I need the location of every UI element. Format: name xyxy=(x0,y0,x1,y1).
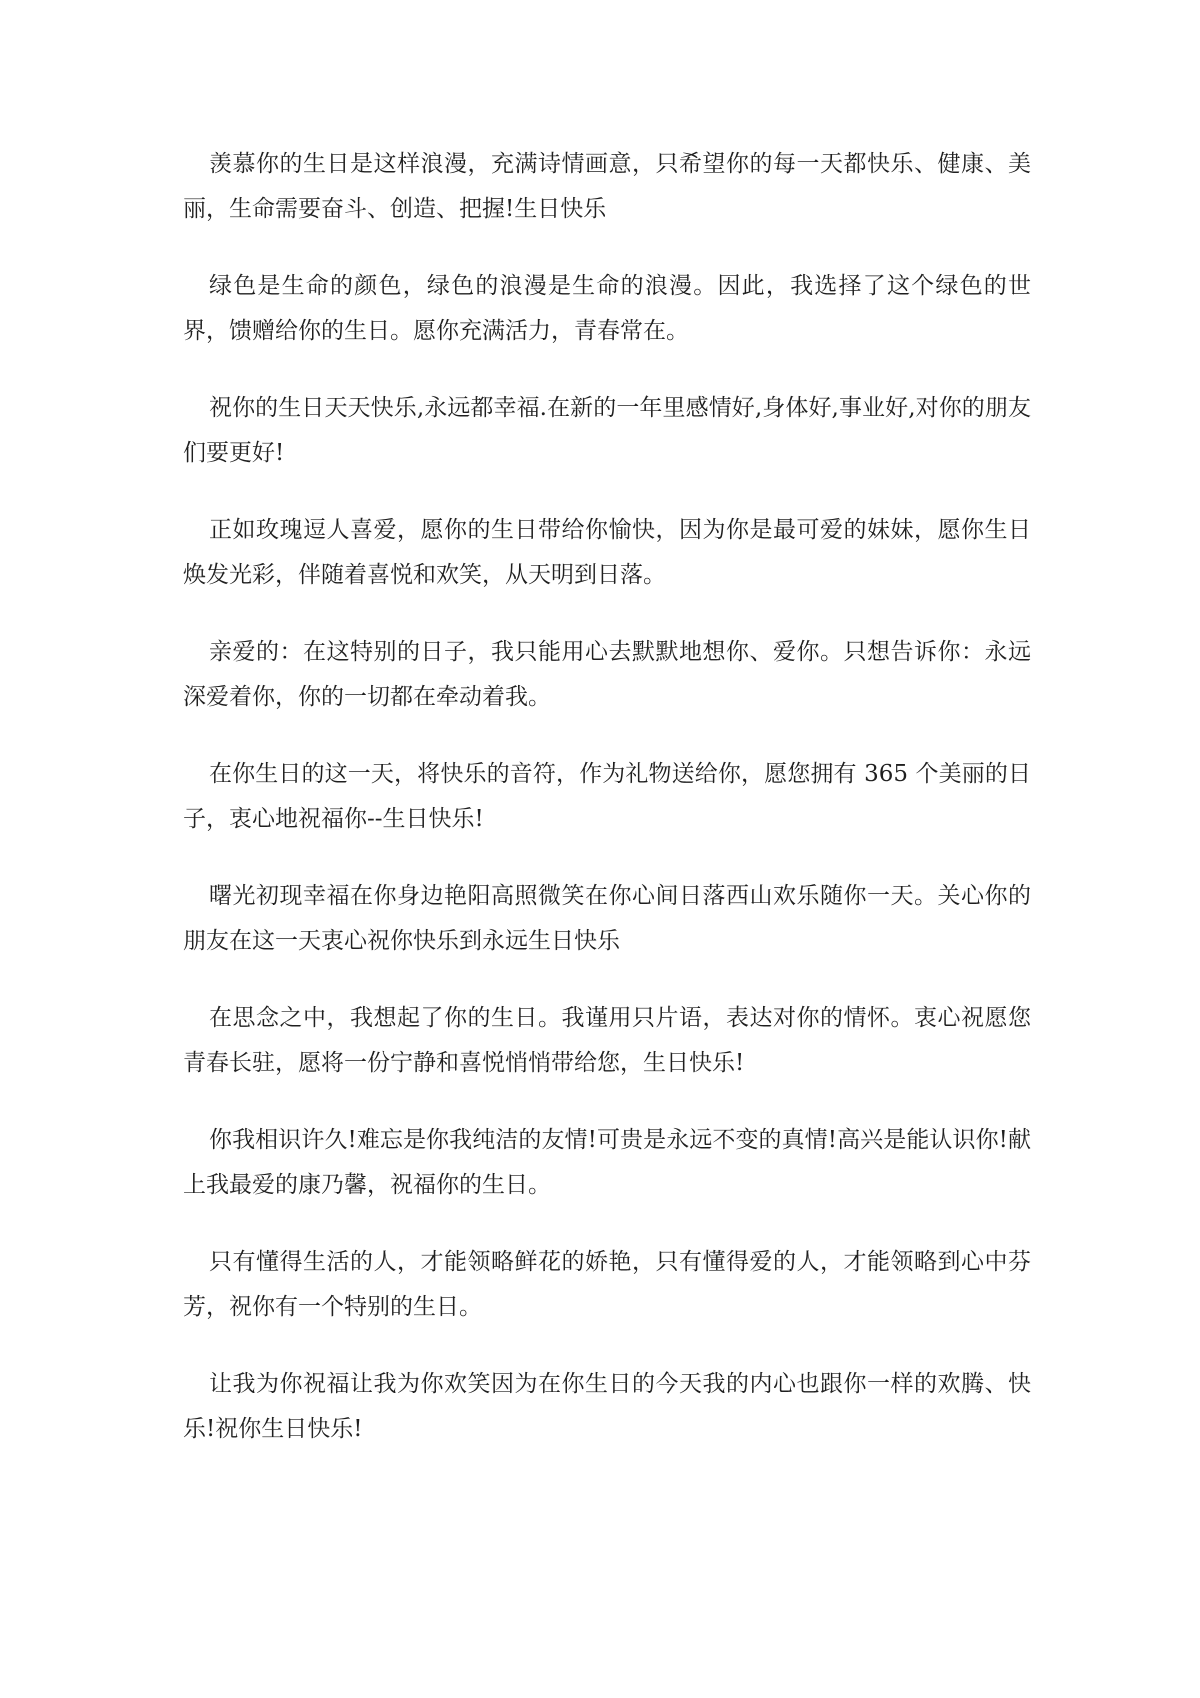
paragraph: 在思念之中，我想起了你的生日。我谨用只片语，表达对你的情怀。衷心祝愿您青春长驻，愿将一份宁静和喜悦悄悄带给您，生日快乐! xyxy=(183,1005,1031,1076)
paragraph: 你我相识许久!难忘是你我纯洁的友情!可贵是永远不变的真情!高兴是能认识你!献上我最爱的康乃馨，祝福你的生日。 xyxy=(183,1127,1031,1198)
document-body xyxy=(183,142,1031,1484)
paragraph: 正如玫瑰逗人喜爱，愿你的生日带给你愉快，因为你是最可爱的妹妹，愿你生日焕发光彩，伴随着喜悦和欢笑，从天明到日落。 xyxy=(183,517,1031,588)
paragraph: 羡慕你的生日是这样浪漫，充满诗情画意，只希望你的每一天都快乐、健康、美丽，生命需要奋斗、创造、把握!生日快乐 xyxy=(183,151,1031,222)
paragraph: 让我为你祝福让我为你欢笑因为在你生日的今天我的内心也跟你一样的欢腾、快乐!祝你生日快乐! xyxy=(183,1371,1031,1442)
paragraph: 曙光初现幸福在你身边艳阳高照微笑在你心间日落西山欢乐随你一天。关心你的朋友在这一天衷心祝你快乐到永远生日快乐 xyxy=(183,883,1031,954)
paragraph: 绿色是生命的颜色，绿色的浪漫是生命的浪漫。因此，我选择了这个绿色的世界，馈赠给你的生日。愿你充满活力，青春常在。 xyxy=(183,273,1031,344)
paragraph: 亲爱的：在这特别的日子，我只能用心去默默地想你、爱你。只想告诉你：永远深爱着你，你的一切都在牵动着我。 xyxy=(183,639,1031,710)
paragraph: 祝你的生日天天快乐,永远都幸福.在新的一年里感情好,身体好,事业好,对你的朋友们要更好! xyxy=(183,395,1031,466)
paragraph: 在你生日的这一天，将快乐的音符，作为礼物送给你，愿您拥有 365 个美丽的日子，衷心地祝福你--生日快乐! xyxy=(183,761,1031,832)
paragraph: 只有懂得生活的人，才能领略鲜花的娇艳，只有懂得爱的人，才能领略到心中芬芳，祝你有一个特别的生日。 xyxy=(183,1249,1031,1320)
